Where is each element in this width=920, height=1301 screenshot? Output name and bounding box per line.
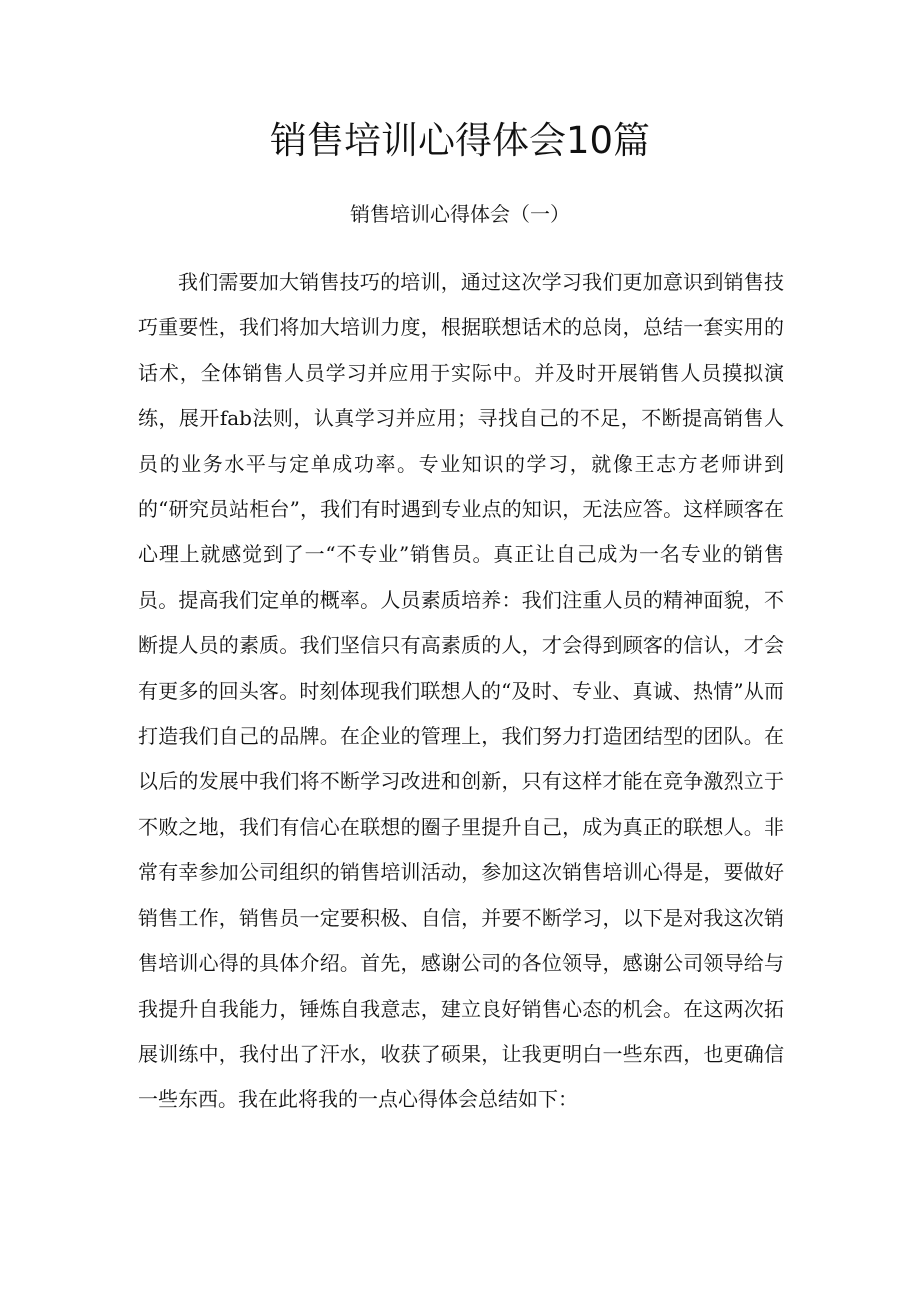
body-paragraph: 我们需要加大销售技巧的培训，通过这次学习我们更加意识到销售技巧重要性，我们将加大培训力度，根据联想话术的总岗，总结一套实用的话术，全体销售人员学习并应用于实际中。并及时开展销售人员摸拟演练，展开fab法则，认真学习并应用；寻找自己的不足，不断提高销售人员的业务水平与定单成功率。专业知识的学习，就像王志方老师讲到的“研究员站柜台”，我们有时遇到专业点的知识，无法应答。这样顾客在心理上就感觉到了一“不专业”销售员。真正让自己成为一名专业的销售员。提高我们定单的概率。人员素质培养：我们注重人员的精神面貌，不断提人员的素质。我们坚信只有高素质的人，才会得到顾客的信认，才会有更多的回头客。时刻体现我们联想人的“及时、专业、真诚、热情”从而打造我们自己的品牌。在企业的管理上，我们努力打造团结型的团队。在以后的发展中我们将不断学习改进和创新，只有这样才能在竞争激烈立于不败之地，我们有信心在联想的圈子里提升自己，成为真正的联想人。非常有幸参加公司组织的销售培训活动，参加这次销售培训心得是，要做好销售工作，销售员一定要积极、自信，并要不断学习，以下是对我这次销售培训心得的具体介绍。首先，感谢公司的各位领导，感谢公司领导给与我提升自我能力，锤炼自我意志，建立良好销售心态的机会。在这两次拓展训练中，我付出了汗水，收获了硕果，让我更明白一些东西，也更确信一些东西。我在此将我的一点心得体会总结如下： (138, 270, 784, 1112)
document-title: 销售培训心得体会10篇 (269, 119, 651, 162)
section-heading: 销售培训心得体会（一） (350, 202, 570, 226)
